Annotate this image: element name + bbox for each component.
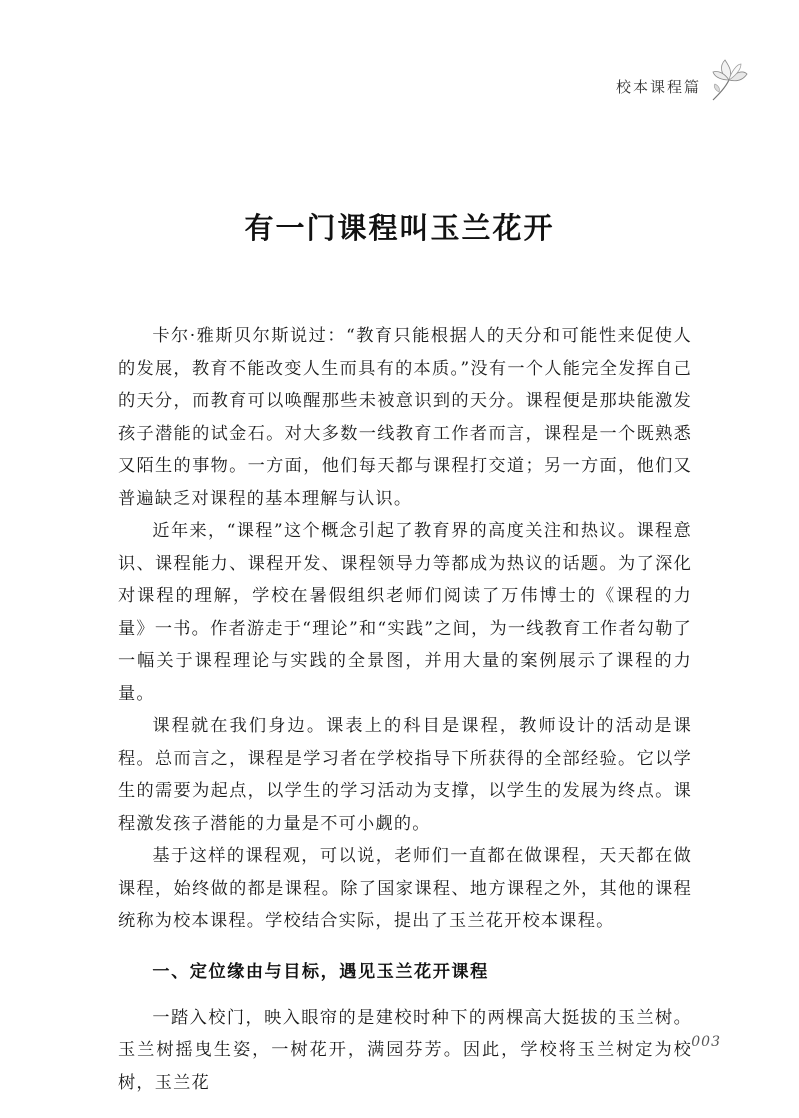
paragraph: 基于这样的课程观，可以说，老师们一直都在做课程，天天都在做课程，始终做的都是课程。除了国家课程、地方课程之外，其他的课程统称为校本课程。学校结合实际，提出了玉兰花开校本课程。 [118, 846, 692, 931]
page-number: 003 [691, 1034, 721, 1050]
article-body [118, 320, 692, 1099]
paragraph: 近年来，“课程”这个概念引起了教育界的高度关注和热议。课程意识、课程能力、课程开发、课程领导力等都成为热议的话题。为了深化对课程的理解，学校在暑假组织老师们阅读了万伟博士的《课程的力量》一书。作者游走于“理论”和“实践”之间，为一线教育工作者勾勒了一幅关于课程理论与实践的全景图，并用大量的案例展示了课程的力量。 [118, 521, 692, 704]
paragraph: 卡尔·雅斯贝尔斯说过：“教育只能根据人的天分和可能性来促使人的发展，教育不能改变人生而具有的本质。”没有一个人能完全发挥自己的天分，而教育可以唤醒那些未被意识到的天分。课程便是那块能激发孩子潜能的试金石。对大多数一线教育工作者而言，课程是一个既熟悉又陌生的事物。一方面，他们每天都与课程打交道；另一方面，他们又普遍缺乏对课程的基本理解与认识。 [118, 326, 692, 509]
section-heading: 一、定位缘由与目标，遇见玉兰花开课程 [152, 961, 489, 982]
paragraph: 课程就在我们身边。课表上的科目是课程，教师设计的活动是课程。总而言之，课程是学习者在学校指导下所获得的全部经验。它以学生的需要为起点，以学生的学习活动为支撑，以学生的发展为终点。课程激发孩子潜能的力量是不可小觑的。 [118, 716, 692, 834]
paragraph: 一踏入校门，映入眼帘的是建校时种下的两棵高大挺拔的玉兰树。玉兰树摇曳生姿，一树花开，满园芬芳。因此，学校将玉兰树定为校树，玉兰花 [118, 1007, 692, 1093]
running-header [616, 58, 749, 102]
magnolia-flower-icon [707, 58, 749, 102]
section-label: 校本课程篇 [615, 77, 701, 96]
article-title: 有一门课程叫玉兰花开 [244, 211, 555, 245]
